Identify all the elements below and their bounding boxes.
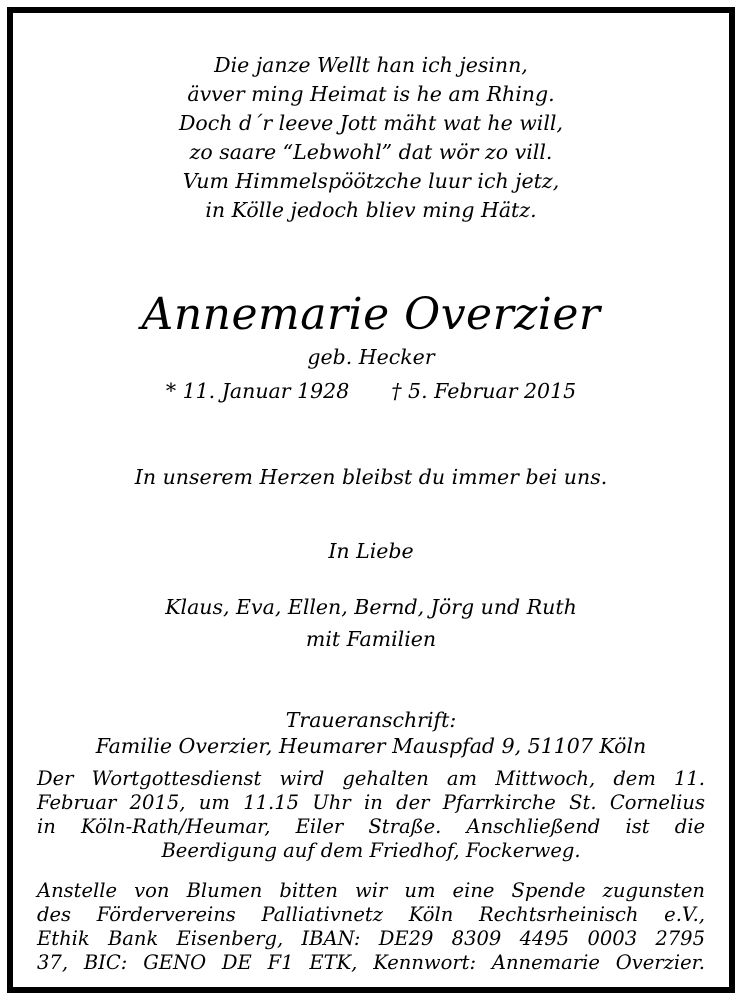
memorial-quote: In unserem Herzen bleibst du immer bei uns.	[134, 465, 608, 489]
donation-info	[37, 879, 705, 975]
service-line: Beerdigung auf dem Friedhof, Fockerweg.	[161, 839, 581, 862]
poem-line: Vum Himmelspöötzche luur ich jetz,	[182, 169, 560, 193]
poem-line: Doch d´r leeve Jott mäht wat he will,	[179, 111, 563, 135]
donation-line: Anstelle von Blumen bitten wir um eine Spende zugunsten	[37, 879, 705, 902]
obituary-notice	[7, 7, 735, 993]
donation-line: des Fördervereins Palliativnetz Köln Rechtsrheinisch e.V.,	[37, 903, 705, 926]
life-dates	[13, 377, 729, 405]
address-label: Traueranschrift:	[285, 708, 457, 732]
donation-line: Ethik Bank Eisenberg, IBAN: DE29 8309 4495 0003 2795	[37, 927, 705, 950]
service-line: in Köln-Rath/Heumar, Eiler Straße. Anschließend ist die	[37, 815, 705, 838]
poem-line: ävver ming Heimat is he am Rhing.	[187, 82, 555, 106]
mourning-address	[13, 707, 729, 759]
service-line: Der Wortgottesdienst wird gehalten am Mittwoch, dem 11.	[37, 767, 705, 790]
birth-date: * 11. Januar 1928	[165, 379, 350, 403]
birth-name: geb. Hecker	[307, 345, 435, 369]
donation-line: 37, BIC: GENO DE F1 ETK, Kennwort: Annemarie Overzier.	[37, 951, 705, 974]
poem-line: zo saare “Lebwohl” dat wör zo vill.	[189, 140, 553, 164]
deceased-name: Annemarie Overzier	[141, 289, 601, 340]
mourner-names: Klaus, Eva, Ellen, Bernd, Jörg und Ruth	[165, 595, 577, 619]
death-date: † 5. Februar 2015	[391, 379, 577, 403]
poem-line: in Kölle jedoch bliev ming Hätz.	[205, 198, 537, 222]
closing-phrase: In Liebe	[328, 539, 414, 563]
address-line: Familie Overzier, Heumarer Mauspfad 9, 51107 Köln	[95, 734, 647, 758]
mourner-families: mit Familien	[305, 627, 437, 651]
funeral-service-info	[37, 767, 705, 863]
service-line: Februar 2015, um 11.15 Uhr in der Pfarrkirche St. Cornelius	[37, 791, 705, 814]
poem	[13, 51, 729, 225]
mourners	[13, 591, 729, 655]
poem-line: Die janze Wellt han ich jesinn,	[214, 53, 528, 77]
